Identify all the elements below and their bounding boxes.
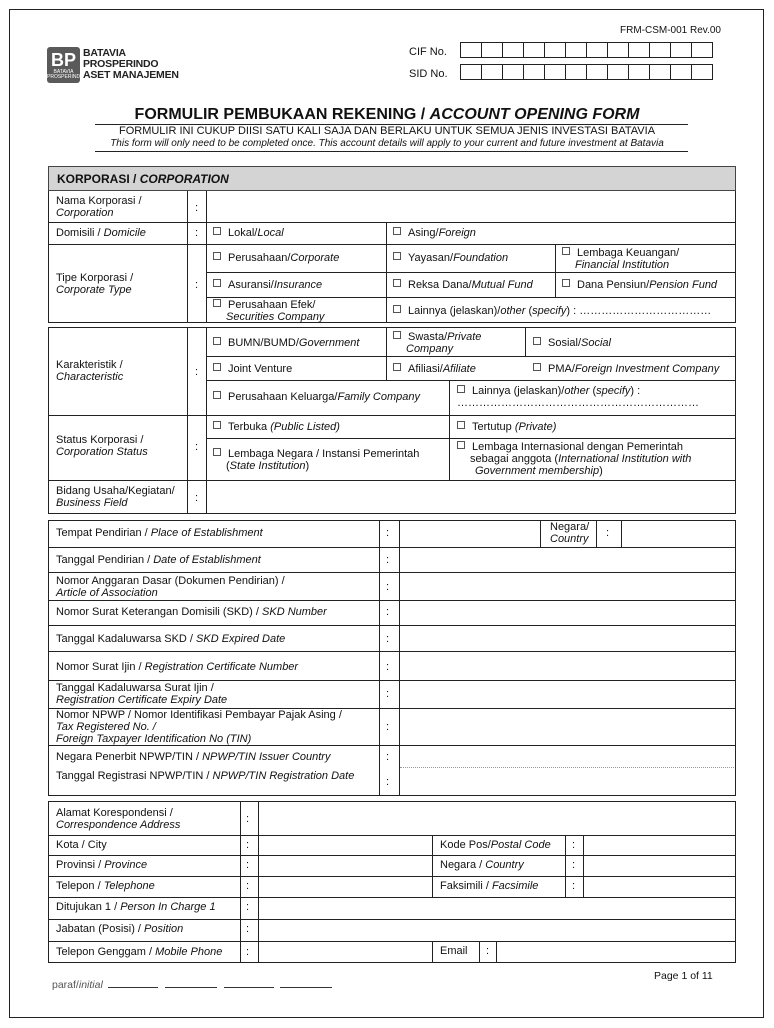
checkbox-terbuka[interactable]: Terbuka (Public Listed): [213, 421, 340, 433]
checkbox-lembaga-internasional[interactable]: Lembaga Internasional dengan Pemerintah sebagai anggota (International Institution with Government membership): [457, 441, 691, 477]
field-bidang-usaha[interactable]: [207, 481, 734, 512]
page-number: Page 1 of 11: [654, 970, 713, 982]
label-npwp: Nomor NPWP / Nomor Identifikasi Pembayar Pajak Asing / Tax Registered No. / Foreign Taxpayer Identification No (TIN): [56, 709, 342, 745]
field-alamat[interactable]: [259, 802, 734, 834]
checkbox-lembaga-negara[interactable]: Lembaga Negara / Instansi Pemerintah (State Institution): [213, 448, 419, 472]
label-status-korporasi: Status Korporasi / Corporation Status: [56, 434, 148, 458]
checkbox-dana-pensiun[interactable]: Dana Pensiun/Pension Fund: [562, 279, 717, 291]
checkbox-reksa-dana[interactable]: Reksa Dana/Mutual Fund: [393, 279, 533, 291]
field-npwp-registration[interactable]: [400, 768, 734, 794]
label-karakteristik: Karakteristik / Characteristic: [56, 359, 124, 383]
checkbox-joint-venture[interactable]: Joint Venture: [213, 363, 292, 375]
logo-tagline: BATAVIA PROSPERINDO: [47, 69, 84, 80]
checkbox-bumn[interactable]: BUMN/BUMD/Government: [213, 337, 359, 349]
label-kode-pos: Kode Pos/Postal Code: [440, 839, 551, 851]
field-email[interactable]: [497, 942, 734, 961]
label-faksimili: Faksimili / Facsimile: [440, 880, 539, 892]
label-tipe-korporasi: Tipe Korporasi / Corporate Type: [56, 272, 134, 296]
field-telepon[interactable]: [259, 877, 431, 896]
form-note-en: This form will only need to be completed once. This account details will apply to your current and future investment at Batavia: [110, 138, 664, 149]
checkbox-karakteristik-lainnya[interactable]: Lainnya (jelaskan)/other (specify) : …………………………………………………………: [457, 385, 699, 409]
sid-label: SID No.: [409, 68, 448, 80]
company-name: [83, 48, 179, 81]
checkbox-tipe-lainnya[interactable]: Lainnya (jelaskan)/other (specify) : ………………………………: [393, 305, 711, 317]
company-line-2: PROSPERINDO: [83, 58, 159, 70]
checkbox-lembaga-keuangan[interactable]: Lembaga Keuangan/ Financial Institution: [562, 247, 679, 271]
label-anggaran-dasar: Nomor Anggaran Dasar (Dokumen Pendirian) / Article of Association: [56, 575, 285, 599]
checkbox-lokal[interactable]: Lokal/Local: [213, 227, 284, 239]
form-title: FORMULIR PEMBUKAAN REKENING / ACCOUNT OPENING FORM: [134, 106, 640, 123]
label-provinsi: Provinsi / Province: [56, 859, 148, 871]
field-negara[interactable]: [584, 856, 734, 875]
cif-label: CIF No.: [409, 46, 447, 58]
field-skd-expired[interactable]: [400, 626, 734, 650]
label-nama-korporasi: Nama Korporasi / Corporation: [56, 195, 142, 219]
initial-signature-area[interactable]: paraf/initial: [52, 979, 332, 991]
field-kota[interactable]: [259, 836, 431, 854]
field-negara-pendirian[interactable]: [622, 521, 734, 546]
checkbox-sosial[interactable]: Sosial/Social: [533, 337, 611, 349]
label-negara-pendirian: Negara/ Country: [550, 521, 590, 545]
field-mobile-phone[interactable]: [259, 942, 431, 961]
field-nama-korporasi[interactable]: [207, 192, 734, 221]
cif-input-boxes[interactable]: [460, 42, 712, 58]
field-kode-pos[interactable]: [584, 836, 734, 854]
label-skd-number: Nomor Surat Keterangan Domisili (SKD) / SKD Number: [56, 606, 327, 618]
field-jabatan[interactable]: [259, 920, 734, 940]
label-surat-ijin: Nomor Surat Ijin / Registration Certificate Number: [56, 661, 299, 673]
field-person-in-charge[interactable]: [259, 898, 734, 918]
checkbox-perusahaan[interactable]: Perusahaan/Corporate: [213, 252, 339, 264]
field-npwp[interactable]: [400, 709, 734, 744]
checkbox-afiliasi[interactable]: Afiliasi/Afiliate: [393, 363, 476, 375]
label-jabatan: Jabatan (Posisi) / Position: [56, 923, 184, 935]
label-kota: Kota / City: [56, 839, 107, 851]
label-tempat-pendirian: Tempat Pendirian / Place of Establishment: [56, 527, 263, 539]
company-line-3: ASET MANAJEMEN: [83, 69, 179, 81]
form-code: FRM-CSM-001 Rev.00: [620, 25, 721, 36]
field-tempat-pendirian[interactable]: [400, 521, 539, 546]
company-logo: [47, 47, 84, 83]
section-heading-corporation: KORPORASI / CORPORATION: [48, 166, 736, 191]
label-domisili: Domisili / Domicile: [56, 227, 146, 239]
label-mobile-phone: Telepon Genggam / Mobile Phone: [56, 946, 223, 958]
checkbox-asuransi[interactable]: Asuransi/Insurance: [213, 279, 322, 291]
checkbox-perusahaan-efek[interactable]: Perusahaan Efek/ Securities Company: [213, 299, 324, 323]
field-surat-ijin[interactable]: [400, 652, 734, 679]
checkbox-tertutup[interactable]: Tertutup (Private): [457, 421, 556, 433]
field-provinsi[interactable]: [259, 856, 431, 875]
label-alamat: Alamat Korespondensi / Correspondence Address: [56, 807, 181, 831]
label-surat-ijin-expiry: Tanggal Kadaluwarsa Surat Ijin / Registration Certificate Expiry Date: [56, 682, 228, 706]
label-tanggal-pendirian: Tanggal Pendirian / Date of Establishment: [56, 554, 261, 566]
field-surat-ijin-expiry[interactable]: [400, 681, 734, 707]
label-telepon: Telepon / Telephone: [56, 880, 155, 892]
form-note-id: FORMULIR INI CUKUP DIISI SATU KALI SAJA DAN BERLAKU UNTUK SEMUA JENIS INVESTASI BATAVIA: [118, 125, 656, 137]
field-skd-number[interactable]: [400, 601, 734, 624]
label-skd-expired: Tanggal Kadaluwarsa SKD / SKD Expired Date: [56, 633, 286, 645]
label-npwp-country: Negara Penerbit NPWP/TIN / NPWP/TIN Issuer Country: [56, 751, 331, 763]
checkbox-asing[interactable]: Asing/Foreign: [393, 227, 476, 239]
checkbox-pma[interactable]: PMA/Foreign Investment Company: [533, 363, 719, 375]
checkbox-swasta[interactable]: Swasta/Private Company: [393, 331, 481, 355]
label-bidang-usaha: Bidang Usaha/Kegiatan/ Business Field: [56, 485, 175, 509]
label-npwp-registration: Tanggal Registrasi NPWP/TIN / NPWP/TIN Registration Date: [56, 770, 355, 782]
checkbox-yayasan[interactable]: Yayasan/Foundation: [393, 252, 508, 264]
label-negara: Negara / Country: [440, 859, 524, 871]
field-anggaran-dasar[interactable]: [400, 573, 734, 599]
sid-input-boxes[interactable]: [460, 64, 712, 80]
field-tanggal-pendirian[interactable]: [400, 548, 734, 571]
logo-mark: BP: [50, 50, 76, 70]
company-line-1: BATAVIA: [83, 47, 126, 59]
checkbox-perusahaan-keluarga[interactable]: Perusahaan Keluarga/Family Company: [213, 391, 420, 403]
field-npwp-country[interactable]: [400, 746, 734, 766]
label-person-in-charge: Ditujukan 1 / Person In Charge 1: [56, 901, 216, 913]
label-email: Email: [440, 945, 468, 957]
field-faksimili[interactable]: [584, 877, 734, 896]
